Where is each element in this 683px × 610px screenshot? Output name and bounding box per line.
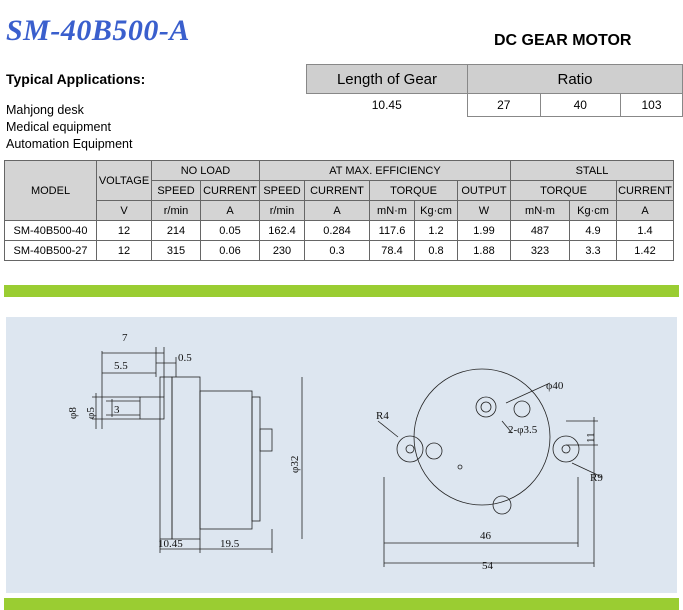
ratio-value: 103 [620,94,682,117]
value-cell: 1.42 [617,241,674,261]
no-load-header: NO LOAD [152,161,260,181]
gear-length-header: Length of Gear [307,65,468,94]
motor-can [200,391,252,529]
value-cell: 0.8 [415,241,458,261]
page-subtitle: DC GEAR MOTOR [494,32,632,49]
dim-label: R4 [376,410,389,422]
motor-terminal [260,429,272,451]
value-cell: 0.05 [201,221,260,241]
unit-cell: Kg·cm [570,201,617,221]
unit-cell: r/min [152,201,201,221]
application-item: Medical equipment [6,120,111,134]
value-cell: 1.99 [458,221,511,241]
spec-table [4,160,674,261]
value-cell: 4.9 [570,221,617,241]
value-cell: 0.284 [305,221,370,241]
gear-length-value: 10.45 [371,98,402,113]
table-row [5,221,674,241]
unit-cell: A [201,201,260,221]
dim-label: 46 [480,530,491,542]
unit-cell: A [617,201,674,221]
value-cell: 315 [152,241,201,261]
unit-cell: Kg·cm [415,201,458,221]
value-cell: 12 [97,221,152,241]
motor-housing [172,377,200,539]
value-cell: 487 [511,221,570,241]
motor-screw [493,496,511,514]
motor-face-circle [414,369,550,505]
dim-label: R9 [590,472,603,484]
value-cell: 1.4 [617,221,674,241]
current-header: CURRENT [305,181,370,201]
page-title: SM-40B500-A [6,14,190,47]
value-cell: 323 [511,241,570,261]
motor-end-cap [252,397,260,521]
unit-cell: W [458,201,511,221]
max-efficiency-header: AT MAX. EFFICIENCY [260,161,511,181]
dim-label: 19.5 [220,538,240,550]
output-shaft-circle [476,397,496,417]
gear-table [306,64,683,117]
gear-hole [514,401,530,417]
value-cell: 117.6 [370,221,415,241]
current-header: CURRENT [201,181,260,201]
current-header: CURRENT [617,181,674,201]
dim-label: 10.45 [158,538,183,550]
value-cell: 162.4 [260,221,305,241]
dim-label: 54 [482,560,493,572]
voltage-header: VOLTAGE [97,161,152,201]
mount-ear-right [553,436,579,462]
ratio-value: 27 [468,94,541,117]
dim-label: φ32 [289,455,301,473]
dim-label: φ5 [85,407,97,419]
model-cell: SM-40B500-40 [5,221,97,241]
value-cell: 230 [260,241,305,261]
unit-cell: r/min [260,201,305,221]
gearbox-plate [160,377,172,539]
dim-label: φ8 [67,407,79,419]
dim-label: 5.5 [114,360,128,372]
unit-cell: mN·m [511,201,570,221]
value-cell: 214 [152,221,201,241]
output-header: OUTPUT [458,181,511,201]
gear-ratio-header: Ratio [468,65,683,94]
table-row [5,241,674,261]
model-cell: SM-40B500-27 [5,241,97,261]
technical-drawing [6,317,677,593]
unit-cell: V [97,201,152,221]
value-cell: 1.88 [458,241,511,261]
torque-header: TORQUE [370,181,458,201]
value-cell: 1.2 [415,221,458,241]
dim-label: 11 [585,432,597,443]
unit-cell: A [305,201,370,221]
value-cell: 0.06 [201,241,260,261]
dim-label: 2-φ3.5 [508,424,538,436]
drawing-svg [6,317,677,593]
dim-label: 7 [122,332,128,344]
mount-ear-left [397,436,423,462]
speed-header: SPEED [152,181,201,201]
value-cell: 3.3 [570,241,617,261]
application-item: Automation Equipment [6,137,133,151]
model-header: MODEL [5,161,97,221]
application-item: Mahjong desk [6,103,84,117]
value-cell: 12 [97,241,152,261]
dim-label: 3 [114,404,120,416]
value-cell: 78.4 [370,241,415,261]
footer-bar [4,598,679,610]
applications-heading: Typical Applications: [6,71,146,87]
dim-label: φ40 [546,380,564,392]
dim-label: 0.5 [178,352,192,364]
torque-header: TORQUE [511,181,617,201]
applications-list [6,102,132,153]
ratio-value: 40 [540,94,620,117]
speed-header: SPEED [260,181,305,201]
divider-bar [4,285,679,297]
stall-header: STALL [511,161,674,181]
value-cell: 0.3 [305,241,370,261]
unit-cell: mN·m [370,201,415,221]
